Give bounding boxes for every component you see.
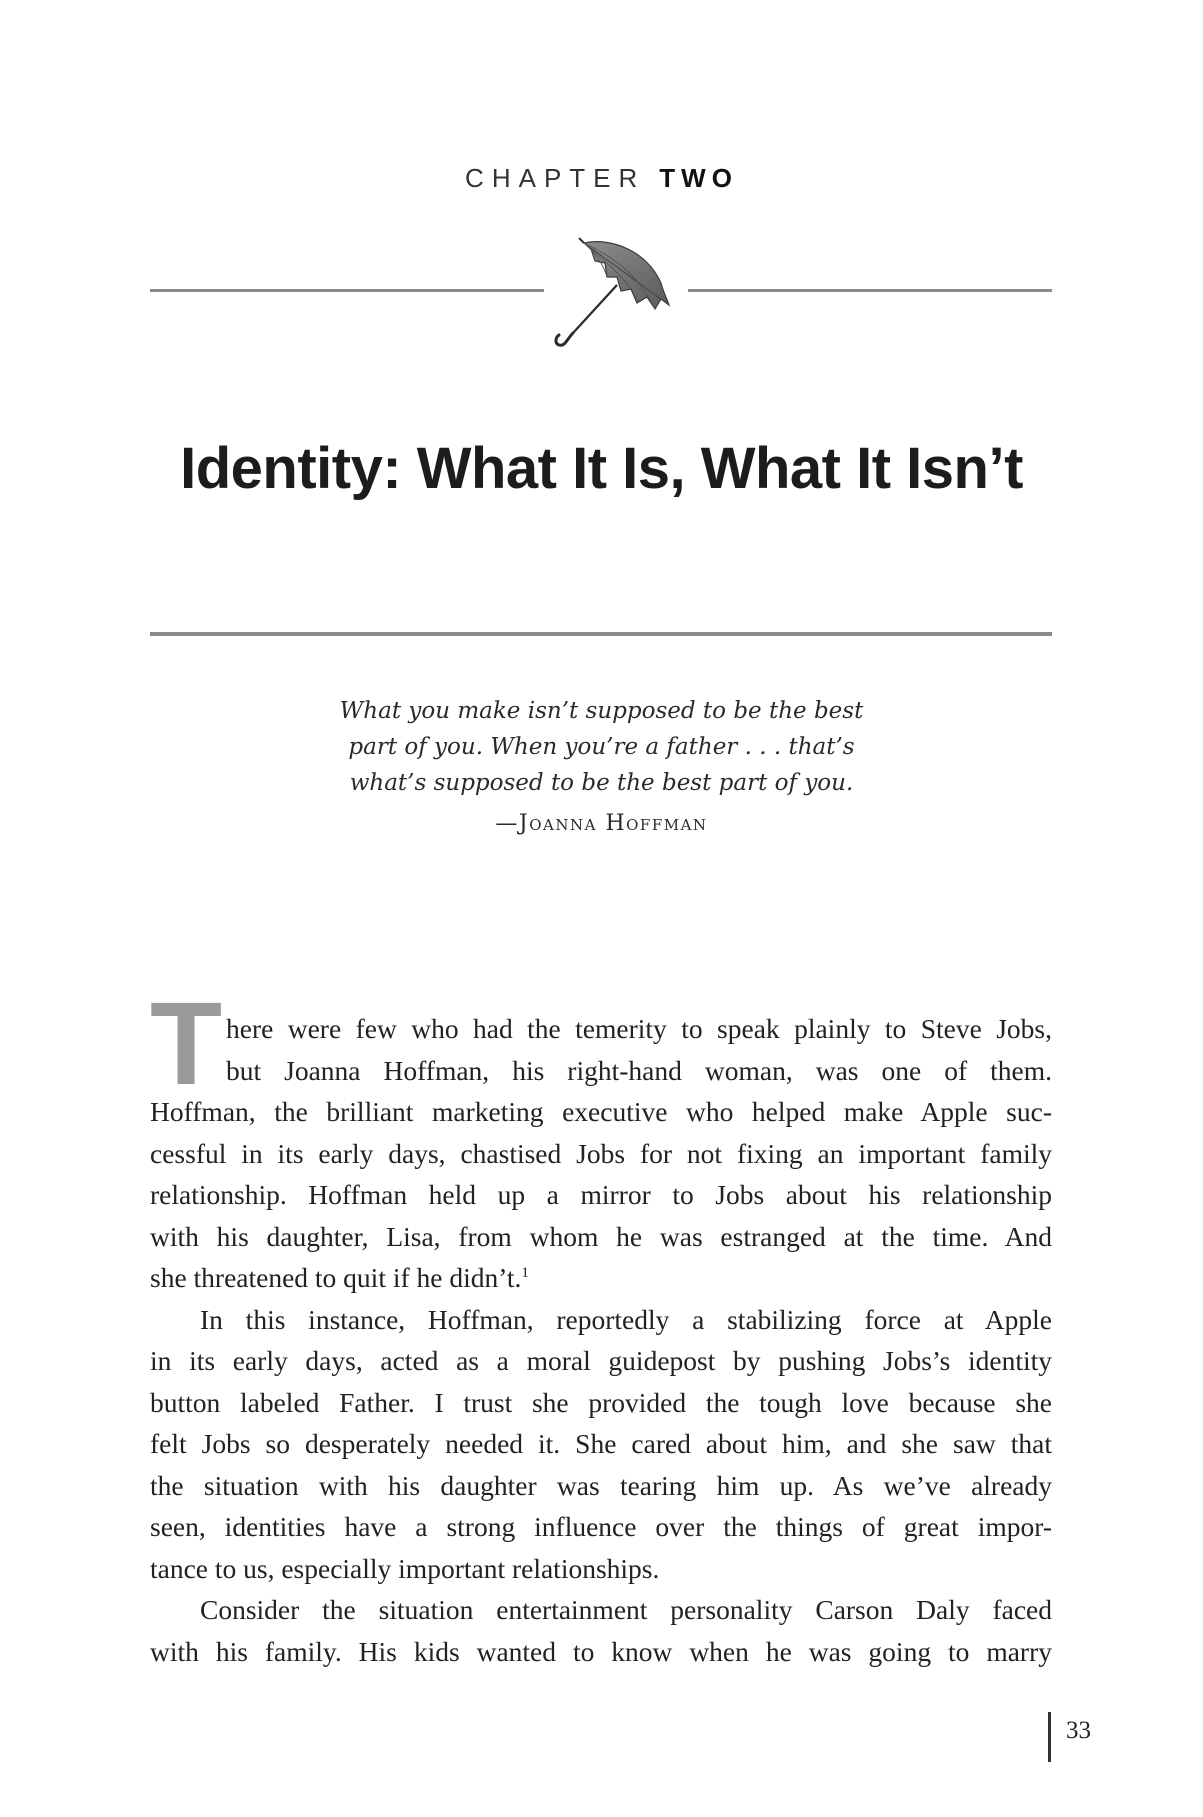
paragraph-1-line-text: she threatened to quit if he didn’t. (150, 1262, 522, 1293)
paragraph-1-line: Hoffman, the brilliant marketing executive who helped make Apple suc- (150, 1096, 1052, 1127)
paragraph-3-line: Consider the situation entertainment personality Carson Daly faced (200, 1594, 1052, 1625)
body-text (150, 1008, 1052, 1672)
paragraph-3-line: with his family. His kids wanted to know when he was going to marry (150, 1635, 1052, 1667)
paragraph-1-line: with his daughter, Lisa, from whom he was estranged at the time. And (150, 1220, 1052, 1252)
umbrella-icon (551, 233, 681, 353)
drop-cap: T (150, 978, 223, 1110)
paragraph-2-line: in its early days, acted as a moral guidepost by pushing Jobs’s identity (150, 1345, 1052, 1376)
paragraph-2-line: felt Jobs so desperately needed it. She cared about him, and she saw that (150, 1428, 1052, 1459)
epigraph-line: part of you. When you’re a father . . . that’s (348, 734, 855, 760)
paragraph-1-line: but Joanna Hoffman, his right-hand woman, was one of them. (226, 1054, 1052, 1086)
paragraph-1-line: here were few who had the temerity to speak plainly to Steve Jobs, (226, 1013, 1052, 1044)
page-number: 33 (1066, 1717, 1091, 1744)
title-underline-rule (150, 632, 1052, 636)
ornament-rule-left (150, 289, 544, 292)
paragraph-1-line: relationship. Hoffman held up a mirror to Jobs about his relationship (150, 1179, 1052, 1210)
paragraph-2-line: seen, identities have a strong influence over the things of great impor- (150, 1511, 1052, 1542)
chapter-label (0, 163, 1203, 194)
chapter-label-number: TWO (659, 163, 738, 193)
paragraph-1-last-line (150, 1257, 1052, 1299)
footnote-marker[interactable]: 1 (521, 1265, 529, 1281)
ornament-rule-right (688, 289, 1052, 292)
paragraph-2-line: In this instance, Hoffman, reportedly a stabilizing force at Apple (200, 1303, 1052, 1335)
paragraph-2-line: the situation with his daughter was tearing him up. As we’ve already (150, 1469, 1052, 1501)
epigraph-line: what’s supposed to be the best part of you. (349, 770, 854, 796)
paragraph-2-line: tance to us, especially important relationships. (150, 1552, 660, 1584)
chapter-label-word: CHAPTER (465, 163, 646, 193)
epigraph-quote (0, 693, 1203, 801)
page-number-bar (1048, 1712, 1051, 1762)
epigraph-attribution: —Joanna Hoffman (495, 811, 708, 836)
paragraph-1-line: cessful in its early days, chastised Jobs for not fixing an important family (150, 1137, 1052, 1169)
chapter-title: Identity: What It Is, What It Isn’t (180, 436, 1023, 501)
epigraph-line: What you make isn’t supposed to be the best (339, 698, 864, 724)
paragraph-2-line: button labeled Father. I trust she provided the tough love because she (150, 1386, 1052, 1418)
